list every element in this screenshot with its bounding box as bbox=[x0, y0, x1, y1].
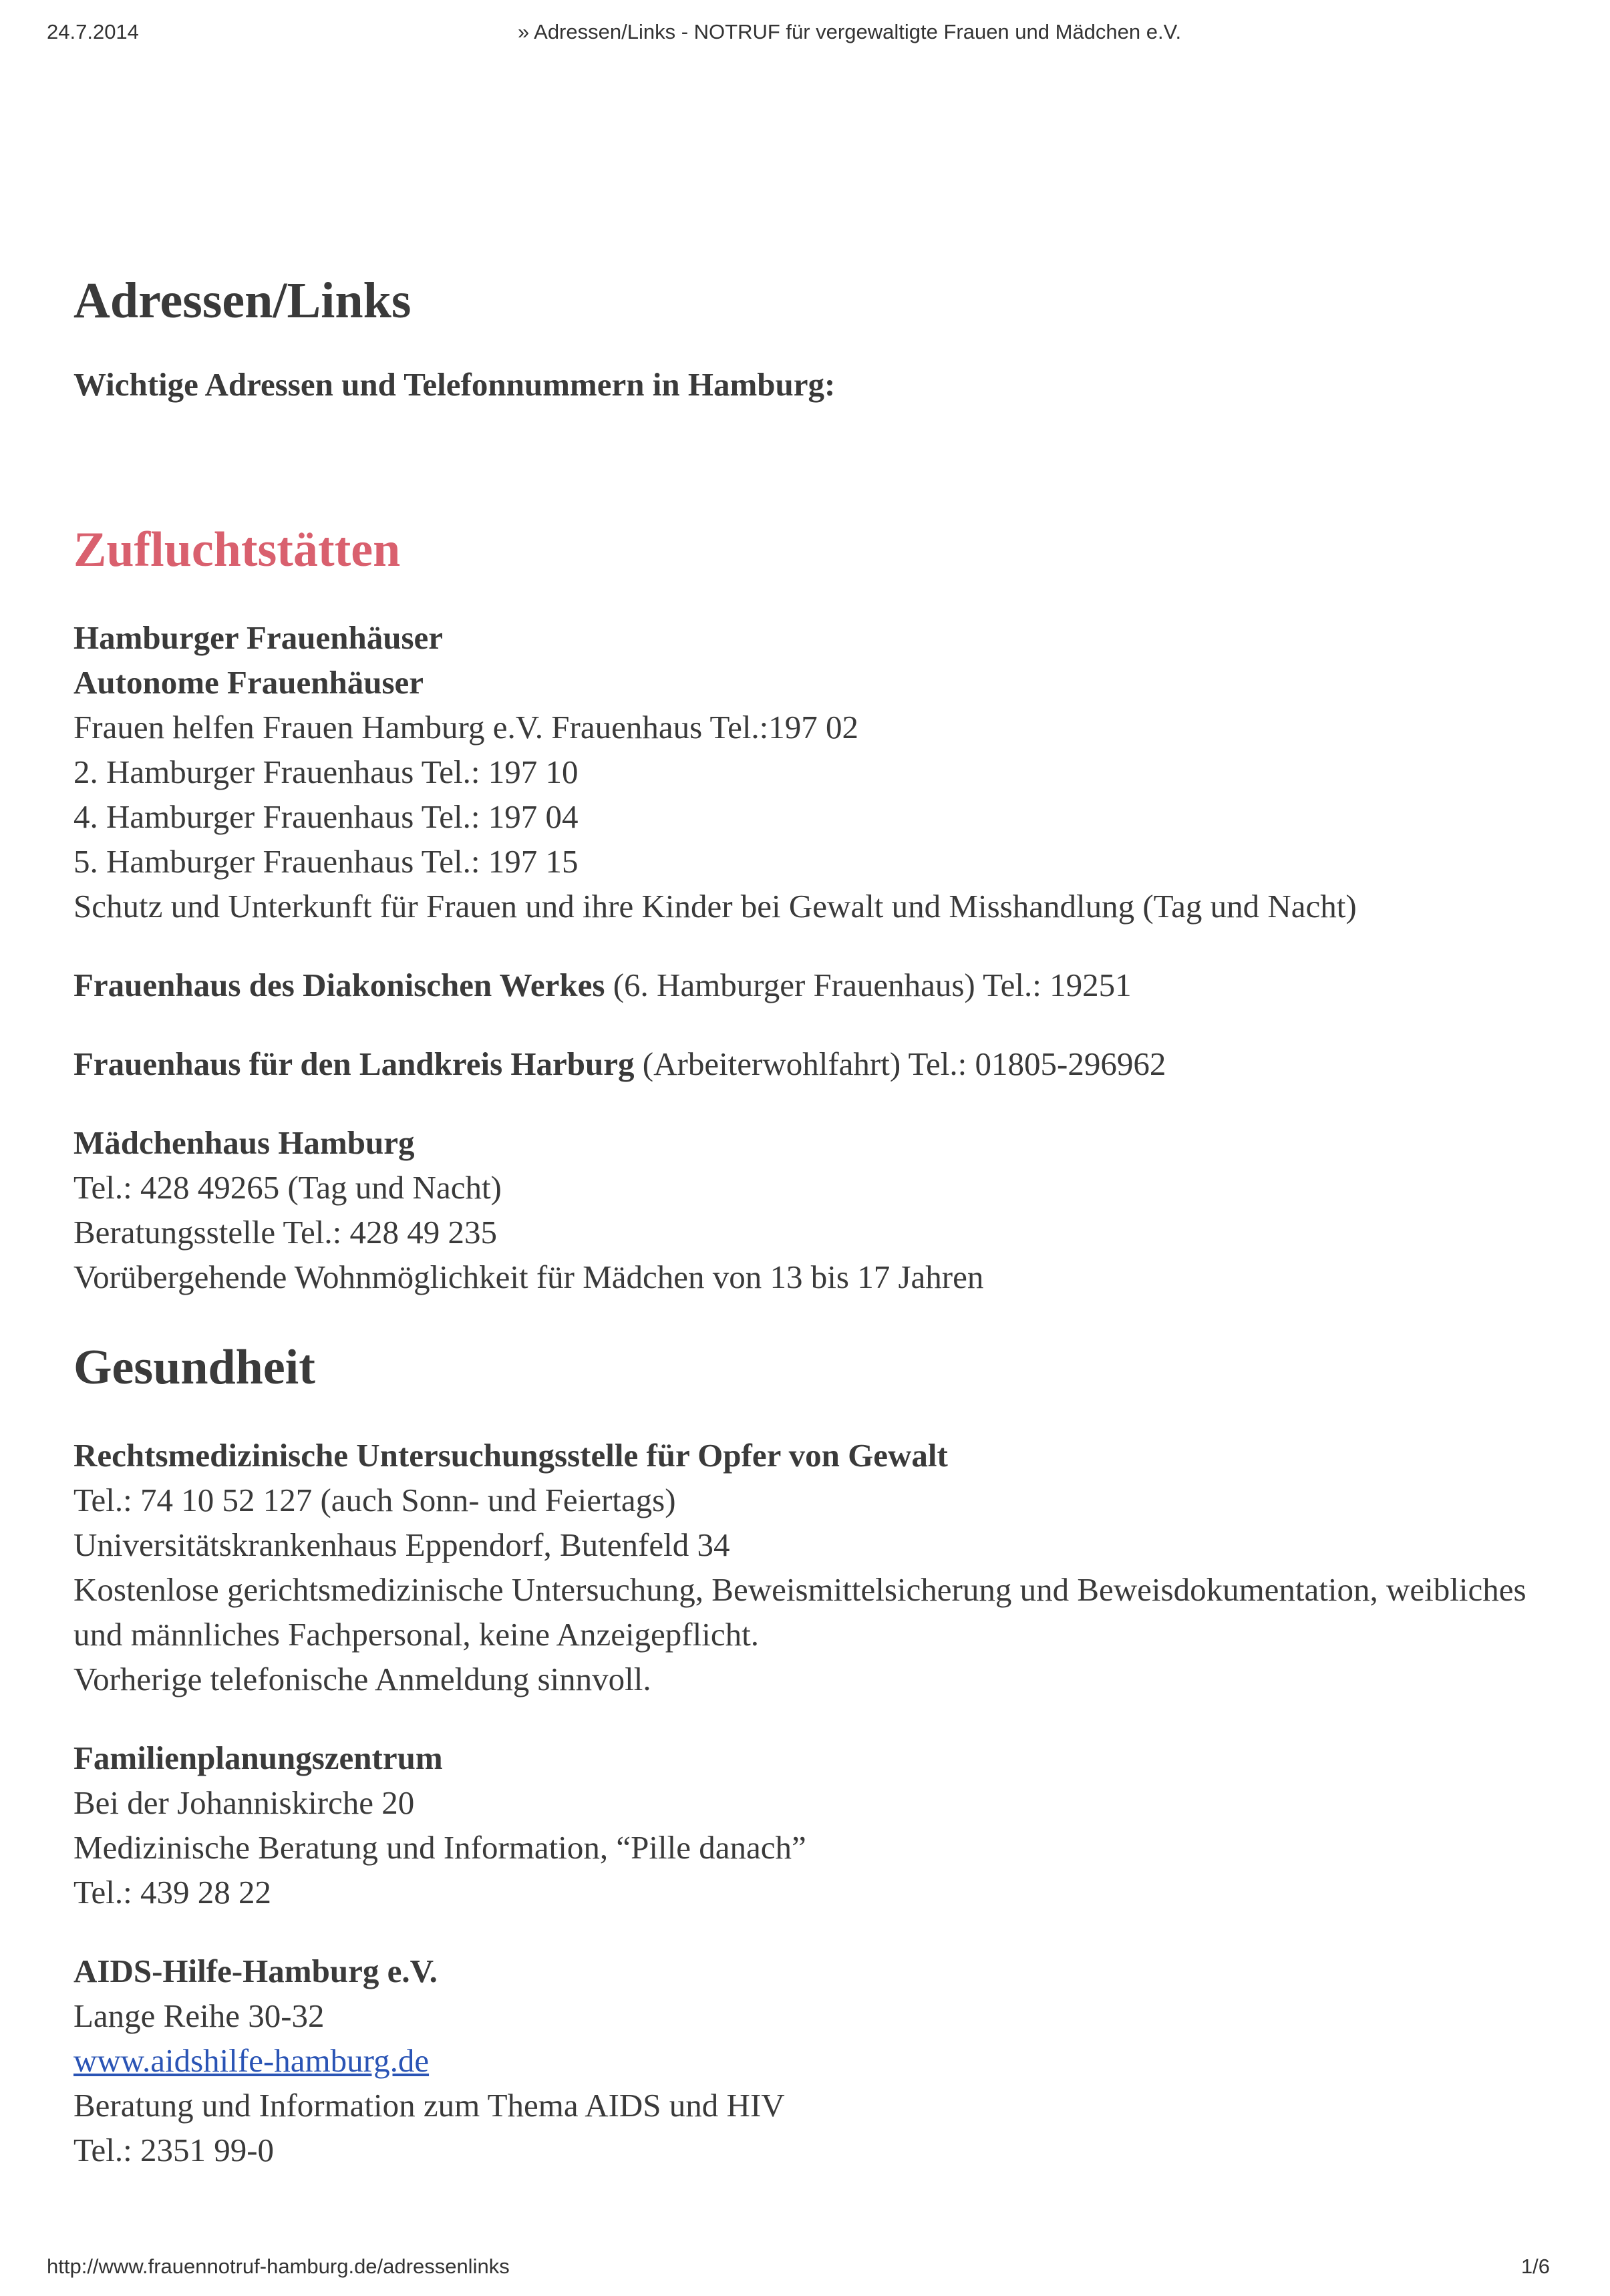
page-subtitle: Wichtige Adressen und Telefonnummern in Hamburg: bbox=[73, 366, 836, 403]
entry-line bbox=[73, 1041, 1557, 1086]
entry-line: Beratungsstelle Tel.: 428 49 235 bbox=[73, 1214, 497, 1251]
section-gesundheit bbox=[73, 1433, 1557, 2172]
entry-address: Lange Reihe 30-32 bbox=[73, 1997, 325, 2034]
entry-frauenhaus-diakonie bbox=[73, 963, 1557, 1007]
entry-aids-hilfe bbox=[73, 1949, 1557, 2172]
entry-line: Tel.: 428 49265 (Tag und Nacht) bbox=[73, 1169, 502, 1206]
entry-maedchenhaus bbox=[73, 1120, 1557, 1299]
entry-line: Beratung und Information zum Thema AIDS und HIV bbox=[73, 2087, 785, 2124]
entry-name: Familienplanungszentrum bbox=[73, 1740, 443, 1776]
print-footer bbox=[47, 2255, 1550, 2288]
entry-name: Rechtsmedizinische Untersuchungsstelle für Opfer von Gewalt bbox=[73, 1437, 948, 1474]
entry-familienplanungszentrum bbox=[73, 1736, 1557, 1915]
entry-line: Vorherige telefonische Anmeldung sinnvoll. bbox=[73, 1661, 651, 1697]
print-document-title: » Adressen/Links - NOTRUF für vergewaltigte Frauen und Mädchen e.V. bbox=[518, 20, 1182, 43]
print-date: 24.7.2014 bbox=[47, 20, 139, 43]
print-page-number: 1/6 bbox=[1520, 2255, 1550, 2278]
entry-hamburger-frauenhaeuser bbox=[73, 615, 1557, 929]
print-url: http://www.frauennotruf-hamburg.de/adressenlinks bbox=[47, 2255, 510, 2278]
page-content bbox=[73, 267, 1557, 2206]
entry-name: Mädchenhaus Hamburg bbox=[73, 1124, 415, 1161]
aidshilfe-website-link[interactable]: www.aidshilfe-hamburg.de bbox=[73, 2042, 430, 2079]
entry-rechtsmedizin bbox=[73, 1433, 1557, 1701]
entry-line: Medizinische Beratung und Information, “Pille danach” bbox=[73, 1829, 806, 1866]
section-heading-zufluchtstaetten: Zufluchtstätten bbox=[73, 522, 401, 577]
entry-line: 5. Hamburger Frauenhaus Tel.: 197 15 bbox=[73, 843, 579, 880]
entry-name: Hamburger Frauenhäuser bbox=[73, 619, 444, 656]
entry-detail: (Arbeiterwohlfahrt) Tel.: 01805-296962 bbox=[634, 1045, 1166, 1082]
section-heading-gesundheit: Gesundheit bbox=[73, 1340, 315, 1395]
entry-detail: (6. Hamburger Frauenhaus) Tel.: 19251 bbox=[605, 967, 1132, 1003]
entry-line: Schutz und Unterkunft für Frauen und ihre Kinder bei Gewalt und Misshandlung (Tag und Nacht) bbox=[73, 888, 1357, 925]
entry-line: Bei der Johanniskirche 20 bbox=[73, 1784, 415, 1821]
page-title: Adressen/Links bbox=[73, 273, 412, 329]
entry-name: Frauenhaus für den Landkreis Harburg bbox=[73, 1045, 635, 1082]
print-header bbox=[47, 20, 1563, 53]
section-zufluchtstaetten bbox=[73, 615, 1557, 1299]
entry-line: und männliches Fachpersonal, keine Anzeigepflicht. bbox=[73, 1616, 759, 1653]
entry-line: Tel.: 439 28 22 bbox=[73, 1874, 271, 1911]
entry-name: Frauenhaus des Diakonischen Werkes bbox=[73, 967, 605, 1003]
entry-line: Vorübergehende Wohnmöglichkeit für Mädchen von 13 bis 17 Jahren bbox=[73, 1259, 984, 1295]
entry-line: 4. Hamburger Frauenhaus Tel.: 197 04 bbox=[73, 798, 579, 835]
entry-line: Universitätskrankenhaus Eppendorf, Butenfeld 34 bbox=[73, 1526, 730, 1563]
entry-subname: Autonome Frauenhäuser bbox=[73, 664, 424, 701]
entry-line: Tel.: 74 10 52 127 (auch Sonn- und Feiertags) bbox=[73, 1482, 676, 1518]
entry-line: Frauen helfen Frauen Hamburg e.V. Frauenhaus Tel.:197 02 bbox=[73, 709, 859, 746]
entry-phone: Tel.: 2351 99-0 bbox=[73, 2132, 275, 2168]
entry-line bbox=[73, 963, 1557, 1007]
entry-link-line bbox=[73, 2038, 1557, 2083]
entry-name: AIDS-Hilfe-Hamburg e.V. bbox=[73, 1953, 438, 1989]
entry-line: 2. Hamburger Frauenhaus Tel.: 197 10 bbox=[73, 754, 579, 790]
entry-line: Kostenlose gerichtsmedizinische Untersuchung, Beweismittelsicherung und Beweisdokumentation, weibliches bbox=[73, 1571, 1526, 1608]
entry-frauenhaus-harburg bbox=[73, 1041, 1557, 1086]
